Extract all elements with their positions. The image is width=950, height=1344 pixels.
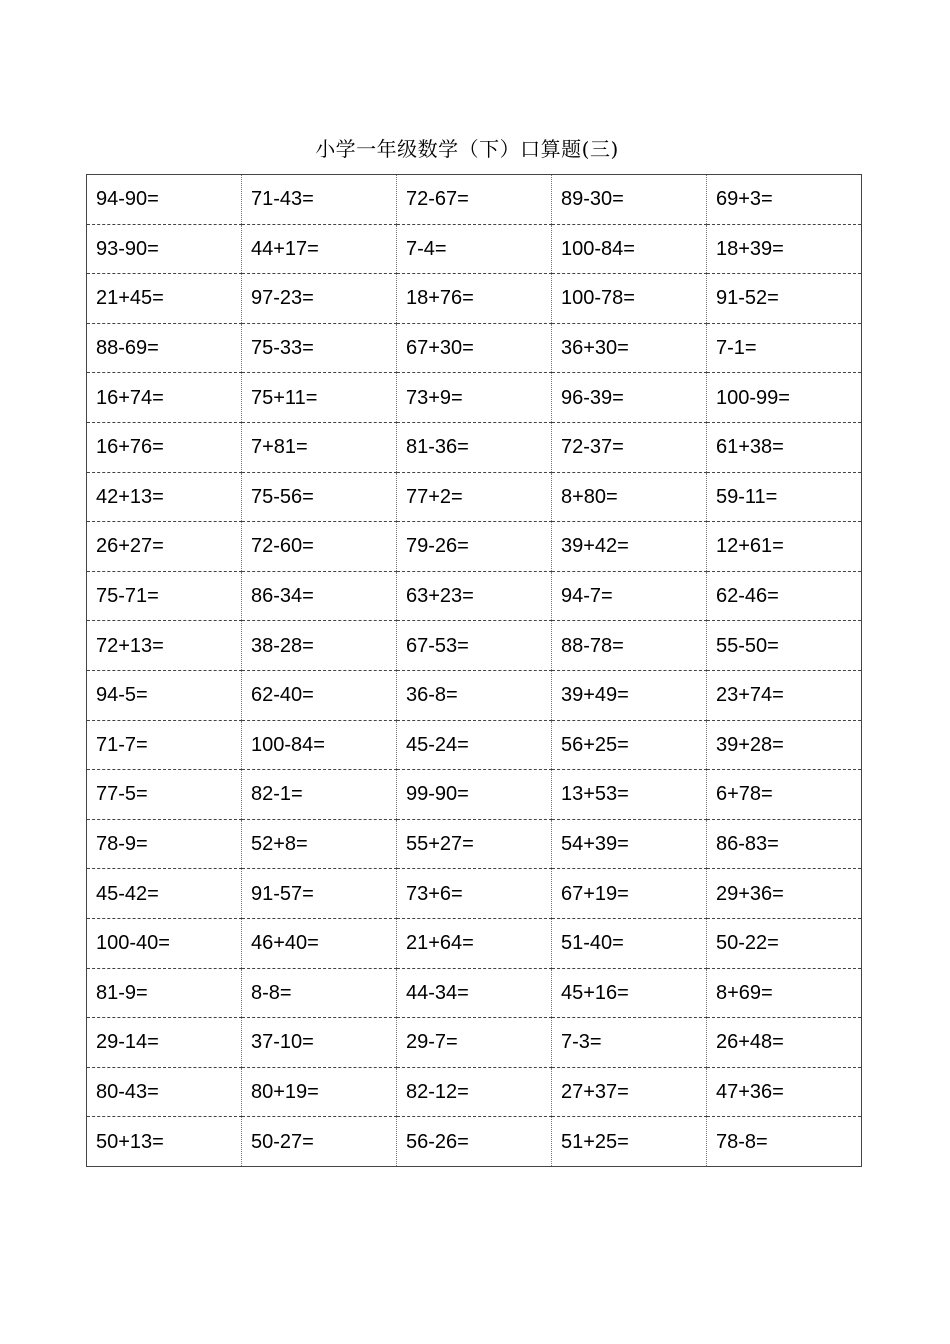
problem-cell: 100-78=: [552, 274, 707, 324]
problem-cell: 16+74=: [87, 373, 242, 423]
problem-cell: 7+81=: [242, 422, 397, 472]
problem-cell: 78-8=: [707, 1117, 862, 1167]
problem-cell: 78-9=: [87, 819, 242, 869]
problem-cell: 13+53=: [552, 770, 707, 820]
problem-cell: 96-39=: [552, 373, 707, 423]
problem-cell: 6+78=: [707, 770, 862, 820]
problem-cell: 38-28=: [242, 621, 397, 671]
problem-cell: 67-53=: [397, 621, 552, 671]
problem-cell: 89-30=: [552, 175, 707, 225]
problem-cell: 7-4=: [397, 224, 552, 274]
problem-cell: 46+40=: [242, 918, 397, 968]
problem-cell: 100-84=: [242, 720, 397, 770]
problem-cell: 36+30=: [552, 323, 707, 373]
problem-cell: 72-67=: [397, 175, 552, 225]
problem-cell: 82-12=: [397, 1067, 552, 1117]
problem-cell: 75-33=: [242, 323, 397, 373]
problem-cell: 36-8=: [397, 670, 552, 720]
problem-cell: 26+48=: [707, 1018, 862, 1068]
table-row: [87, 224, 862, 274]
problem-cell: 72+13=: [87, 621, 242, 671]
problem-cell: 77-5=: [87, 770, 242, 820]
problem-cell: 79-26=: [397, 522, 552, 572]
problem-cell: 91-52=: [707, 274, 862, 324]
problem-cell: 55+27=: [397, 819, 552, 869]
problem-cell: 7-1=: [707, 323, 862, 373]
problem-cell: 47+36=: [707, 1067, 862, 1117]
problem-cell: 45+16=: [552, 968, 707, 1018]
table-row: [87, 1067, 862, 1117]
problem-cell: 16+76=: [87, 422, 242, 472]
problem-cell: 94-90=: [87, 175, 242, 225]
problem-cell: 61+38=: [707, 422, 862, 472]
problem-cell: 29+36=: [707, 869, 862, 919]
problem-cell: 75-56=: [242, 472, 397, 522]
worksheet-title: 小学一年级数学（下）口算题(三): [315, 137, 619, 161]
problem-cell: 75+11=: [242, 373, 397, 423]
problem-cell: 69+3=: [707, 175, 862, 225]
problem-cell: 45-24=: [397, 720, 552, 770]
problem-cell: 67+30=: [397, 323, 552, 373]
problem-cell: 81-36=: [397, 422, 552, 472]
problem-cell: 23+74=: [707, 670, 862, 720]
problem-cell: 21+64=: [397, 918, 552, 968]
problem-cell: 12+61=: [707, 522, 862, 572]
table-row: [87, 1117, 862, 1167]
problem-cell: 73+6=: [397, 869, 552, 919]
problem-cell: 18+39=: [707, 224, 862, 274]
problem-cell: 50+13=: [87, 1117, 242, 1167]
problem-cell: 29-7=: [397, 1018, 552, 1068]
problem-cell: 62-40=: [242, 670, 397, 720]
problem-cell: 51-40=: [552, 918, 707, 968]
problem-cell: 82-1=: [242, 770, 397, 820]
problem-cell: 45-42=: [87, 869, 242, 919]
problem-cell: 86-34=: [242, 571, 397, 621]
problem-cell: 71-43=: [242, 175, 397, 225]
table-row: [87, 770, 862, 820]
problem-cell: 94-5=: [87, 670, 242, 720]
problem-cell: 8-8=: [242, 968, 397, 1018]
table-row: [87, 621, 862, 671]
problem-cell: 52+8=: [242, 819, 397, 869]
problem-cell: 100-40=: [87, 918, 242, 968]
problem-cell: 81-9=: [87, 968, 242, 1018]
problem-cell: 62-46=: [707, 571, 862, 621]
table-row: [87, 472, 862, 522]
problem-cell: 73+9=: [397, 373, 552, 423]
table-row: [87, 819, 862, 869]
problem-cell: 93-90=: [87, 224, 242, 274]
table-row: [87, 274, 862, 324]
problem-cell: 56+25=: [552, 720, 707, 770]
problem-cell: 67+19=: [552, 869, 707, 919]
problem-cell: 99-90=: [397, 770, 552, 820]
table-row: [87, 968, 862, 1018]
problem-cell: 44+17=: [242, 224, 397, 274]
table-row: [87, 175, 862, 225]
problem-cell: 100-99=: [707, 373, 862, 423]
problem-cell: 72-37=: [552, 422, 707, 472]
problem-cell: 59-11=: [707, 472, 862, 522]
problem-cell: 75-71=: [87, 571, 242, 621]
drill-table-body: [87, 175, 862, 1167]
problem-cell: 21+45=: [87, 274, 242, 324]
problem-cell: 26+27=: [87, 522, 242, 572]
problem-cell: 39+42=: [552, 522, 707, 572]
problem-cell: 88-69=: [87, 323, 242, 373]
table-row: [87, 323, 862, 373]
problem-cell: 54+39=: [552, 819, 707, 869]
problem-cell: 94-7=: [552, 571, 707, 621]
table-row: [87, 571, 862, 621]
problem-cell: 39+28=: [707, 720, 862, 770]
problem-cell: 29-14=: [87, 1018, 242, 1068]
problem-cell: 42+13=: [87, 472, 242, 522]
problem-cell: 18+76=: [397, 274, 552, 324]
problem-cell: 27+37=: [552, 1067, 707, 1117]
problem-cell: 97-23=: [242, 274, 397, 324]
problem-cell: 72-60=: [242, 522, 397, 572]
table-row: [87, 522, 862, 572]
table-row: [87, 670, 862, 720]
problem-cell: 50-22=: [707, 918, 862, 968]
table-row: [87, 422, 862, 472]
table-row: [87, 869, 862, 919]
problem-cell: 91-57=: [242, 869, 397, 919]
table-row: [87, 1018, 862, 1068]
problem-cell: 8+80=: [552, 472, 707, 522]
problem-cell: 56-26=: [397, 1117, 552, 1167]
problem-cell: 51+25=: [552, 1117, 707, 1167]
problem-cell: 86-83=: [707, 819, 862, 869]
problem-cell: 7-3=: [552, 1018, 707, 1068]
problem-cell: 37-10=: [242, 1018, 397, 1068]
problem-cell: 50-27=: [242, 1117, 397, 1167]
problem-cell: 39+49=: [552, 670, 707, 720]
problem-cell: 55-50=: [707, 621, 862, 671]
table-row: [87, 720, 862, 770]
problem-cell: 8+69=: [707, 968, 862, 1018]
problem-cell: 63+23=: [397, 571, 552, 621]
problem-cell: 88-78=: [552, 621, 707, 671]
table-row: [87, 918, 862, 968]
problem-cell: 71-7=: [87, 720, 242, 770]
arithmetic-drill-table: [86, 174, 862, 1167]
problem-cell: 100-84=: [552, 224, 707, 274]
problem-cell: 80-43=: [87, 1067, 242, 1117]
problem-cell: 44-34=: [397, 968, 552, 1018]
problem-cell: 80+19=: [242, 1067, 397, 1117]
table-row: [87, 373, 862, 423]
problem-cell: 77+2=: [397, 472, 552, 522]
